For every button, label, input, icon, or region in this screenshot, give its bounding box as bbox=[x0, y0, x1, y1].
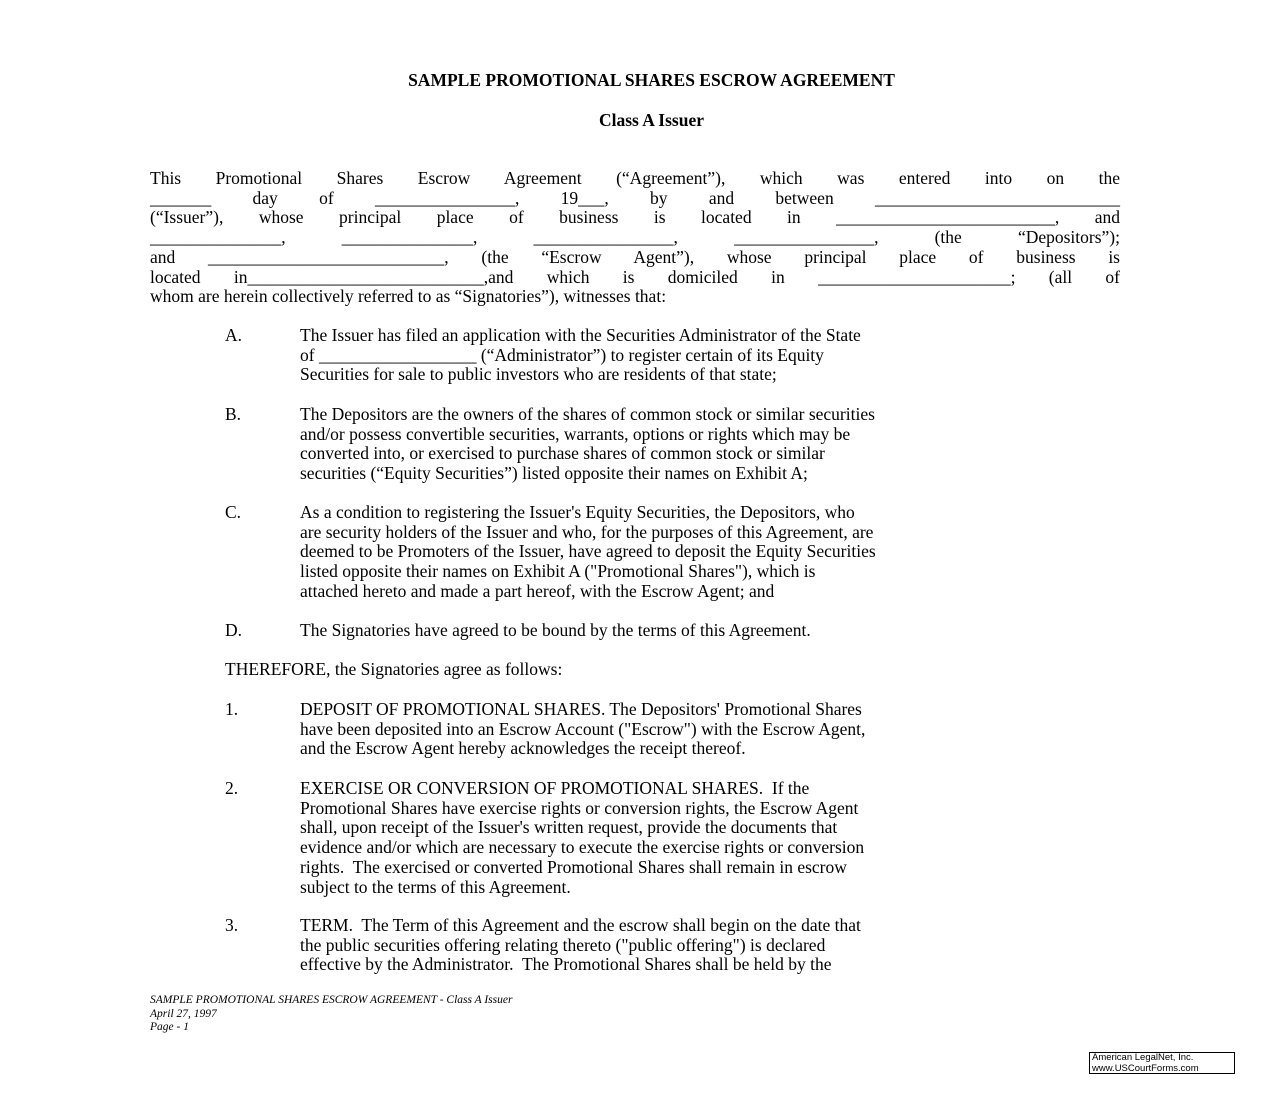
recital-label: B. bbox=[225, 404, 242, 424]
footer-document-name: SAMPLE PROMOTIONAL SHARES ESCROW AGREEMENT - Class A Issuer bbox=[150, 994, 513, 1006]
recital-line: and/or possess convertible securities, warrants, options or rights which may be bbox=[300, 423, 851, 444]
recital-line: The Depositors are the owners of the shares of common stock or similar securities bbox=[300, 404, 875, 424]
clause-line: DEPOSIT OF PROMOTIONAL SHARES. The Depositors' Promotional Shares bbox=[300, 699, 862, 719]
clause-line: the public securities offering relating thereto ("public offering") is declared bbox=[300, 934, 826, 955]
recital-line: attached hereto and made a part hereof, with the Escrow Agent; and bbox=[300, 580, 775, 601]
recital-line: The Issuer has filed an application with the Securities Administrator of the State bbox=[300, 325, 861, 345]
recital-line: of __________________ (“Administrator”) to register certain of its Equity bbox=[300, 344, 824, 365]
publisher-url: www.USCourtForms.com bbox=[1092, 1062, 1199, 1074]
recital-label: A. bbox=[225, 325, 243, 345]
therefore-statement: THEREFORE, the Signatories agree as follows: bbox=[225, 659, 563, 679]
clause-line: shall, upon receipt of the Issuer's written request, provide the documents that bbox=[300, 817, 838, 838]
intro-line: whom are herein collectively referred to as “Signatories”), witnesses that: bbox=[150, 286, 667, 307]
clause-line: rights. The exercised or converted Promotional Shares shall remain in escrow bbox=[300, 856, 847, 877]
document-title: SAMPLE PROMOTIONAL SHARES ESCROW AGREEMENT bbox=[408, 70, 895, 90]
intro-line: (“Issuer”), whose principal place of business is located in _________________________, and bbox=[150, 207, 1120, 228]
clause-line: Promotional Shares have exercise rights or conversion rights, the Escrow Agent bbox=[300, 797, 859, 818]
footer-page-number: Page - 1 bbox=[150, 1021, 189, 1033]
recital-line: deemed to be Promoters of the Issuer, have agreed to deposit the Equity Securities bbox=[300, 541, 876, 562]
intro-line: _______ day of ________________, 19___, by and between ____________________________ bbox=[150, 187, 1120, 208]
publisher-badge bbox=[1089, 1052, 1235, 1074]
clause-line: have been deposited into an Escrow Account ("Escrow") with the Escrow Agent, bbox=[300, 718, 866, 739]
recital-label: D. bbox=[225, 620, 243, 640]
recital-label: C. bbox=[225, 502, 242, 522]
recital-line: Securities for sale to public investors who are residents of that state; bbox=[300, 364, 777, 385]
clause-line: EXERCISE OR CONVERSION OF PROMOTIONAL SHARES. If the bbox=[300, 778, 810, 798]
recital-line: securities (“Equity Securities”) listed opposite their names on Exhibit A; bbox=[300, 463, 808, 484]
clause-line: TERM. The Term of this Agreement and the escrow shall begin on the date that bbox=[300, 915, 861, 935]
recital-line: As a condition to registering the Issuer's Equity Securities, the Depositors, who bbox=[300, 502, 855, 522]
recital-line: are security holders of the Issuer and who, for the purposes of this Agreement, are bbox=[300, 521, 874, 542]
publisher-name: American LegalNet, Inc. bbox=[1092, 1052, 1194, 1063]
recital-line: converted into, or exercised to purchase shares of common stock or similar bbox=[300, 443, 825, 464]
clause-line: effective by the Administrator. The Promotional Shares shall be held by the bbox=[300, 954, 832, 975]
recital-line: listed opposite their names on Exhibit A ("Promotional Shares"), which is bbox=[300, 561, 816, 582]
footer-date: April 27, 1997 bbox=[150, 1007, 217, 1020]
intro-line: located in___________________________,and which is domiciled in ______________________; (all of bbox=[150, 266, 1120, 287]
intro-paragraph bbox=[150, 169, 1120, 307]
intro-line: and ___________________________, (the “Escrow Agent”), whose principal place of business is bbox=[150, 246, 1120, 267]
clause-number: 2. bbox=[225, 778, 239, 798]
intro-line: _______________, _______________, ________________, ________________, (the “Depositors”); bbox=[150, 227, 1120, 248]
document-subtitle: Class A Issuer bbox=[598, 110, 705, 130]
page-footer bbox=[150, 994, 512, 1035]
intro-line: This Promotional Shares Escrow Agreement (“Agreement”), which was entered into on the bbox=[150, 168, 1120, 188]
clause-line: and the Escrow Agent hereby acknowledges the receipt thereof. bbox=[300, 738, 746, 759]
clause-number: 1. bbox=[225, 699, 239, 719]
clause-line: evidence and/or which are necessary to execute the exercise rights or conversion bbox=[300, 837, 865, 858]
clause-number: 3. bbox=[225, 915, 239, 935]
recital-line: The Signatories have agreed to be bound by the terms of this Agreement. bbox=[300, 620, 811, 640]
clause-line: subject to the terms of this Agreement. bbox=[300, 876, 571, 897]
